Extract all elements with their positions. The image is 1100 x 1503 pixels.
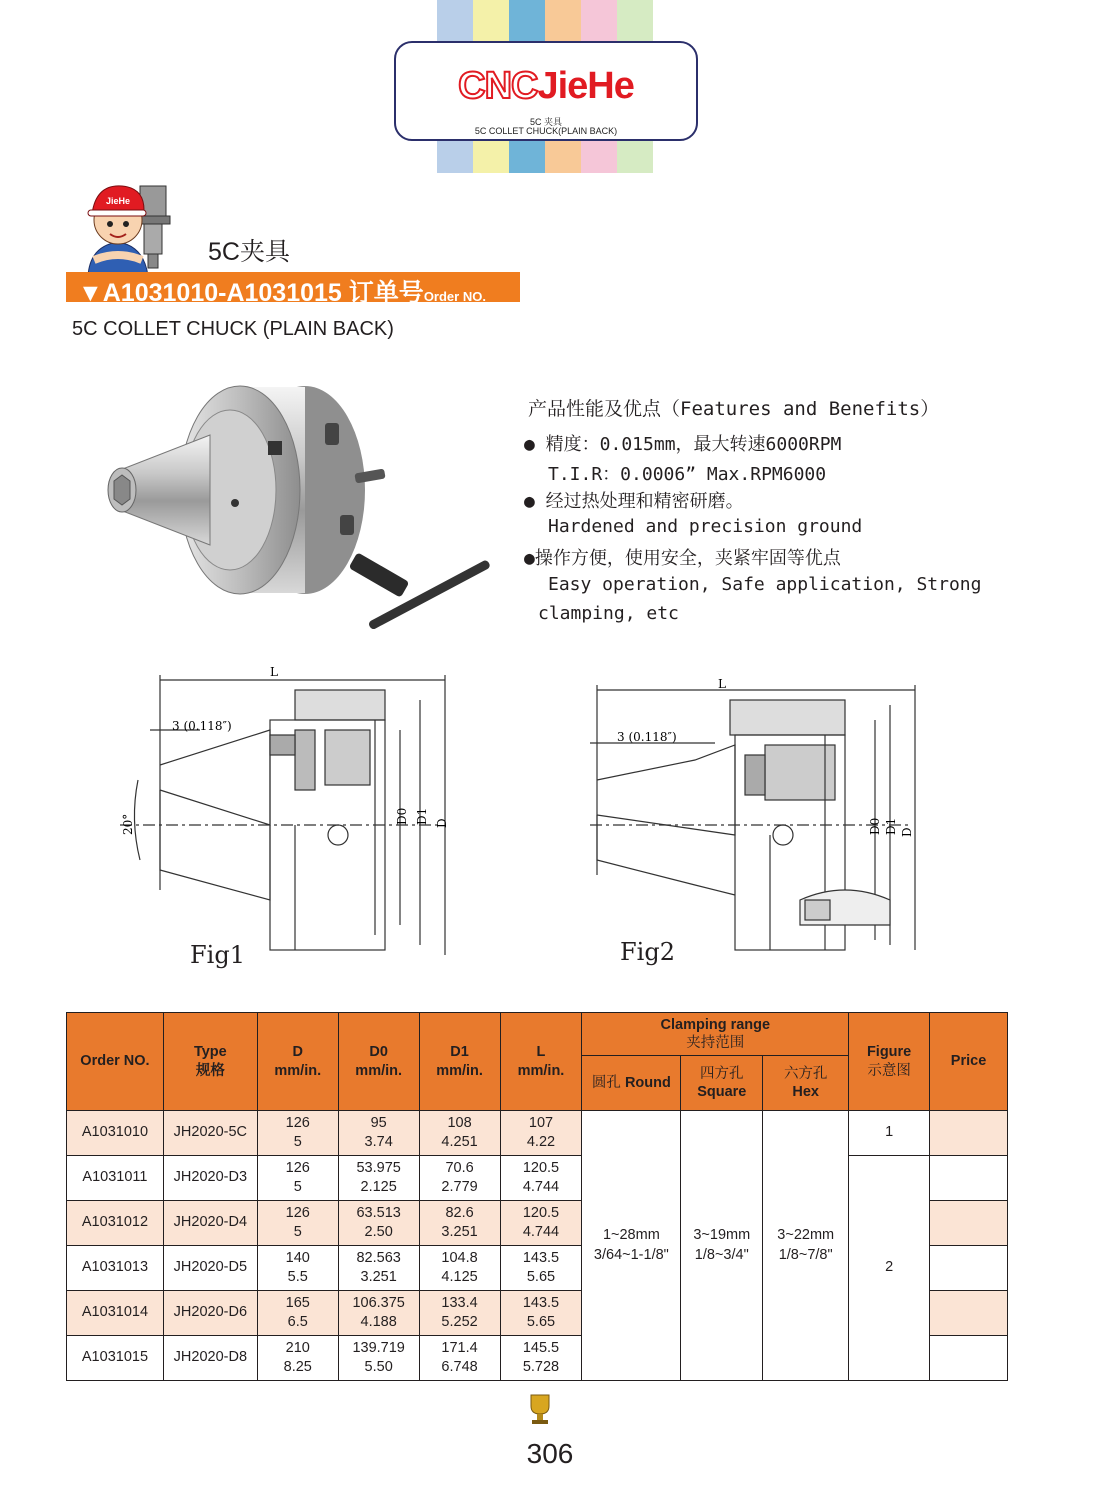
cell-d: [257, 1201, 338, 1246]
header-d1: [419, 1013, 500, 1111]
header-hex-en: Hex: [792, 1084, 819, 1100]
cell-l-mm: 120.5: [522, 1159, 560, 1176]
dim-d0-label: D0: [395, 807, 409, 825]
cell-l: [500, 1246, 582, 1291]
header-unit: mm/in.: [355, 1062, 403, 1079]
cell-d0-mm: 139.719: [352, 1339, 405, 1356]
clamp-hex-in: 1/8~7/8": [778, 1246, 833, 1263]
feature-3-en-line1: Easy operation, Safe application, Strong: [548, 574, 982, 595]
cell-d-mm: 126: [285, 1204, 310, 1221]
logo-cnc: CNC: [458, 65, 538, 107]
table-row: [67, 1111, 1008, 1156]
clamp-round-in: 3/64~1-1/8": [593, 1246, 669, 1263]
cell-order: A1031012: [67, 1201, 164, 1246]
feature-3-cn: ●操作方便，使用安全，夹紧牢固等优点: [524, 548, 841, 569]
cell-l-mm: 143.5: [522, 1249, 560, 1266]
cell-d0-in: 3.251: [360, 1269, 397, 1285]
cell-l-mm: 143.5: [522, 1294, 560, 1311]
cell-l-in: 4.744: [522, 1224, 560, 1240]
cell-d1: [419, 1336, 500, 1381]
spec-table: [66, 1012, 1008, 1381]
feature-1-en: T.I.R：0.0006” Max.RPM6000: [548, 464, 827, 485]
cell-d1-in: 6.748: [441, 1359, 478, 1375]
cell-d1-in: 3.251: [441, 1224, 478, 1240]
dim-offset-label: 3 (0.118″): [172, 719, 232, 733]
cell-d0-mm: 82.563: [356, 1249, 401, 1266]
header-d: [257, 1013, 338, 1111]
cell-type: JH2020-5C: [163, 1111, 257, 1156]
feature-2-en: Hardened and precision ground: [548, 516, 863, 537]
cell-type: JH2020-D3: [163, 1156, 257, 1201]
features-heading: 产品性能及优点（Features and Benefits）: [528, 398, 940, 420]
cell-d1: [419, 1201, 500, 1246]
cell-order: A1031015: [67, 1336, 164, 1381]
cell-d1-mm: 171.4: [441, 1339, 478, 1356]
header-square-cn: 四方孔: [700, 1065, 744, 1082]
header-hex-cn: 六方孔: [783, 1065, 828, 1082]
cell-d0-in: 2.50: [364, 1224, 393, 1240]
brand-logo-box: [394, 41, 698, 141]
header-order: Order NO.: [67, 1013, 164, 1111]
order-range: ▼A1031010-A1031015: [78, 279, 342, 307]
cell-d1-in: 5.252: [441, 1314, 478, 1330]
feature-2-cn: ● 经过热处理和精密研磨。: [524, 491, 744, 512]
dim-d1-label: D1: [884, 817, 898, 835]
cell-d1: [419, 1291, 500, 1336]
logo-brand: JieHe: [537, 65, 634, 107]
cell-price[interactable]: [930, 1291, 1008, 1336]
cell-l-mm: 107: [528, 1114, 554, 1131]
order-label-en: Order NO.: [423, 289, 486, 304]
brand-logo: [396, 65, 696, 108]
section-title: 5C夹具: [208, 238, 290, 266]
cell-l-in: 4.22: [526, 1134, 556, 1150]
clamp-square-in: 1/8~3/4": [694, 1246, 749, 1263]
header-square: [681, 1056, 763, 1111]
cell-d: [257, 1336, 338, 1381]
cell-d-mm: 126: [285, 1159, 310, 1176]
collet-chuck-product-image: [100, 385, 510, 640]
page-number: 306: [526, 1438, 574, 1469]
feature-3-en-line2: clamping, etc: [538, 603, 679, 624]
dim-d0-label: D0: [868, 817, 882, 835]
header-type: [163, 1013, 257, 1111]
header-d-label: D: [292, 1044, 303, 1061]
cell-d-mm: 165: [285, 1294, 310, 1311]
order-label-cn: 订单号: [348, 279, 424, 307]
cell-d-mm: 140: [285, 1249, 310, 1266]
cell-d-in: 5: [293, 1179, 302, 1195]
cell-type: JH2020-D8: [163, 1336, 257, 1381]
cell-type: JH2020-D6: [163, 1291, 257, 1336]
header-round: [582, 1056, 681, 1111]
cell-l-in: 5.65: [526, 1314, 556, 1330]
dim-d-label: D: [435, 818, 449, 828]
cell-d: [257, 1156, 338, 1201]
angle-label: 20°: [121, 813, 135, 835]
cell-d1-in: 4.251: [441, 1134, 478, 1150]
cell-d0: [338, 1111, 419, 1156]
cell-d0: [338, 1291, 419, 1336]
cell-d-mm: 210: [285, 1339, 310, 1356]
cell-order: A1031014: [67, 1291, 164, 1336]
header-round-en: Round: [624, 1074, 671, 1091]
header-d0-label: D0: [369, 1044, 388, 1061]
header-clamp-cn: 夹持范围: [686, 1035, 745, 1051]
cell-d1-in: 4.125: [441, 1269, 478, 1285]
cell-price[interactable]: [930, 1336, 1008, 1381]
cell-order: A1031010: [67, 1111, 164, 1156]
cell-d-in: 5.5: [287, 1269, 308, 1285]
dim-d1-label: D1: [415, 807, 429, 825]
cell-d1-mm: 133.4: [441, 1294, 478, 1311]
header-unit: mm/in.: [436, 1062, 483, 1079]
cell-d: [257, 1111, 338, 1156]
cell-order: A1031013: [67, 1246, 164, 1291]
cell-d1: [419, 1246, 500, 1291]
cell-d1-mm: 104.8: [441, 1249, 478, 1266]
cell-price[interactable]: [930, 1201, 1008, 1246]
cell-figure: 1: [849, 1111, 930, 1156]
cell-l-in: 5.728: [522, 1359, 560, 1375]
header-l-label: L: [536, 1044, 546, 1061]
cell-l: [500, 1111, 582, 1156]
cell-d-mm: 126: [285, 1114, 310, 1131]
order-number-bar: [66, 272, 520, 307]
cell-l-in: 5.65: [526, 1269, 556, 1285]
header-figure-en: Figure: [866, 1044, 912, 1061]
cell-type: JH2020-D4: [163, 1201, 257, 1246]
cell-d1-in: 2.779: [441, 1179, 478, 1195]
cell-l-mm: 120.5: [522, 1204, 560, 1221]
header-round-cn: 圆孔: [591, 1074, 621, 1091]
header-unit: mm/in.: [274, 1062, 322, 1079]
dim-offset-label: 3 (0.118″): [617, 730, 677, 744]
clamp-round-mm: 1~28mm: [602, 1227, 660, 1244]
cell-d-in: 5: [293, 1134, 302, 1150]
section-subtitle: 5C COLLET CHUCK (PLAIN BACK): [72, 318, 394, 340]
cell-l-mm: 145.5: [522, 1339, 560, 1356]
header-l: [500, 1013, 582, 1111]
cell-d: [257, 1246, 338, 1291]
fig1-label: Fig1: [190, 941, 245, 969]
header-figure: [849, 1013, 930, 1111]
cell-d0-mm: 53.975: [356, 1159, 401, 1176]
cell-l-in: 4.744: [522, 1179, 560, 1195]
technical-drawing-fig1: [110, 660, 460, 960]
header-figure-cn: 示意图: [867, 1062, 911, 1079]
header-unit: mm/in.: [517, 1062, 565, 1079]
mascot-icon: [78, 176, 183, 276]
cell-d0: [338, 1336, 419, 1381]
cell-d0-mm: 106.375: [352, 1294, 405, 1311]
trophy-icon: [525, 1392, 555, 1426]
dim-d-label: D: [900, 827, 914, 837]
cell-d0-in: 2.125: [360, 1179, 397, 1195]
header-d0: [338, 1013, 419, 1111]
dim-l-label: L: [270, 665, 278, 679]
cell-d: [257, 1291, 338, 1336]
cell-d1: [419, 1156, 500, 1201]
header-d1-label: D1: [450, 1044, 469, 1061]
cell-d0: [338, 1201, 419, 1246]
cell-d1-mm: 82.6: [445, 1204, 474, 1221]
cell-d1-mm: 108: [447, 1114, 472, 1131]
technical-drawing-fig2: [585, 675, 920, 955]
cell-clamp-hex: [763, 1111, 849, 1381]
dim-l-label: L: [718, 677, 726, 691]
cell-price[interactable]: [930, 1156, 1008, 1201]
table-row: [67, 1156, 1008, 1201]
cell-l: [500, 1156, 582, 1201]
cell-d0-in: 3.74: [364, 1134, 393, 1150]
mascot-cap-text: JieHe: [105, 196, 131, 206]
header-type-cn: 规格: [195, 1062, 225, 1079]
header-type-en: Type: [193, 1044, 227, 1061]
cell-clamp-round: [582, 1111, 681, 1381]
cell-figure: 2: [849, 1156, 930, 1381]
cell-d0-in: 5.50: [364, 1359, 393, 1375]
logo-subtitle-en: 5C COLLET CHUCK(PLAIN BACK): [474, 126, 618, 136]
fig2-label: Fig2: [620, 938, 675, 966]
cell-d0: [338, 1156, 419, 1201]
header-hex: [763, 1056, 849, 1111]
cell-d0-in: 4.188: [360, 1314, 397, 1330]
cell-type: JH2020-D5: [163, 1246, 257, 1291]
cell-l: [500, 1201, 582, 1246]
header-square-en: Square: [697, 1084, 747, 1100]
clamp-square-mm: 3~19mm: [693, 1227, 751, 1244]
cell-d0-mm: 63.513: [356, 1204, 401, 1221]
cell-clamp-square: [681, 1111, 763, 1381]
cell-d-in: 5: [293, 1224, 302, 1240]
feature-1-cn: ● 精度：0.015mm，最大转速6000RPM: [524, 434, 842, 455]
logo-subtitle-cn: 5C 夹具: [529, 117, 562, 127]
header-clamp-en: Clamping range: [660, 1016, 771, 1033]
clamp-hex-mm: 3~22mm: [777, 1227, 835, 1244]
cell-d-in: 6.5: [287, 1314, 308, 1330]
cell-d1: [419, 1111, 500, 1156]
header-price: Price: [930, 1013, 1008, 1111]
header-clamping-range: [582, 1013, 849, 1056]
cell-l: [500, 1291, 582, 1336]
cell-d-in: 8.25: [283, 1359, 312, 1375]
cell-order: A1031011: [67, 1156, 164, 1201]
cell-price[interactable]: [930, 1111, 1008, 1156]
cell-l: [500, 1336, 582, 1381]
cell-d0: [338, 1246, 419, 1291]
cell-price[interactable]: [930, 1246, 1008, 1291]
cell-d0-mm: 95: [370, 1114, 387, 1131]
cell-d1-mm: 70.6: [445, 1159, 474, 1176]
